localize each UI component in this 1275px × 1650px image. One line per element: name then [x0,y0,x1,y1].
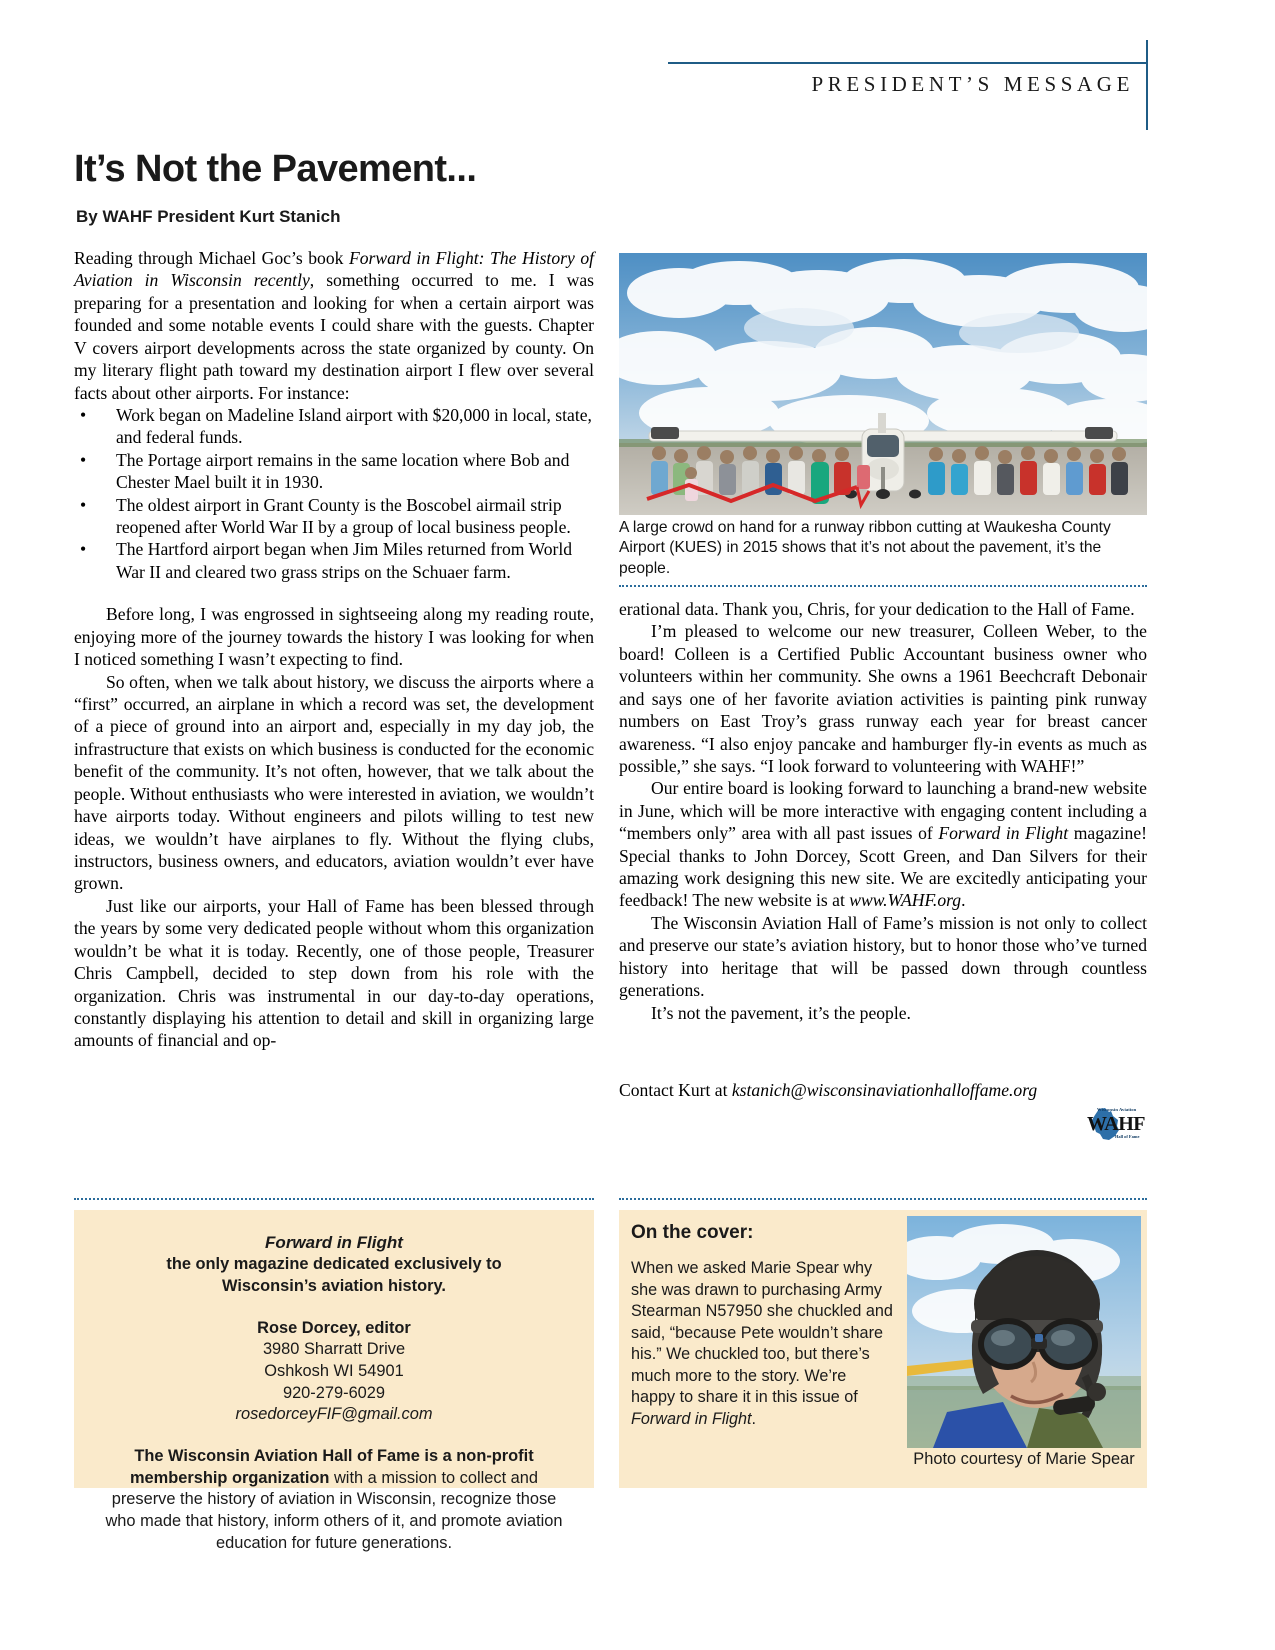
on-the-cover-text: When we asked Marie Spear why she was drawn to purchasing Army Stearman N57950 she chuckled and said, “because Pete wouldn’t share his.” We chuckled too, but there’s much more to the story. We’re happy to share it in this issue of Forward in Flight. [631,1259,893,1428]
right-paragraph-2: I’m pleased to welcome our new treasurer, Colleen Weber, to the board! Colleen is a Certified Public Accountant business owner who volunteers within her community. She owns a 1961 Beechcraft Debonair and says one of her favorite aviation activities is painting pink runway numbers on East Troy’s grass runway each year for breast cancer awareness. “I also enjoy pancake and hamburger fly-in events as much as possible,” she says. “I look forward to volunteering with WAHF!” [619,621,1147,776]
bullet-icon: • [80,539,87,560]
left-paragraph-4: Just like our airports, your Hall of Fame has been blessed through the years by some very dedicated people without whom this organization wouldn’t be what it is today. Recently, one of those people, Treasurer Chris Campbell, decided to step down from his role with the organization. Chris was instrumental in our day-to-day operations, constantly displaying his attention to detail and skill in organizing large amounts of financial and op- [74,895,594,1051]
cover-pilot-photo-image [907,1216,1141,1448]
contact-line: Contact Kurt at kstanich@wisconsinaviationhalloffame.org [619,1080,1038,1100]
fif-subtitle-line2: Wisconsin’s aviation history. [222,1277,446,1296]
right-paragraph-5: It’s not the pavement, it’s the people. [651,1002,911,1023]
right-paragraph-4: The Wisconsin Aviation Hall of Fame’s mission is not only to collect and preserve our state’s aviation history, but to honor those who’ve turned history into heritage that will be passed down through countless generations. [619,912,1147,1001]
cover-pilot-photo [907,1216,1141,1448]
list-item-text: The Portage airport remains in the same location where Bob and Chester Mael built it in 1930. [116,449,570,493]
list-item [74,538,594,583]
cover-photo-credit: Photo courtesy of Marie Spear [913,1450,1135,1468]
fif-address: 3980 Sharratt Drive [262,1340,406,1359]
forward-in-flight-box [74,1210,594,1552]
spacer [74,583,594,603]
divider-right-top [619,585,1147,587]
fif-mission-statement [100,1446,568,1554]
left-column [74,247,594,1052]
wahf-top-text: Wisconsin Aviation [1097,1107,1137,1112]
fif-city-state-zip: Oshkosh WI 54901 [264,1362,404,1381]
list-item-text: Work began on Madeline Island airport with $20,000 in local, state, and federal funds. [116,404,592,448]
wahf-sub-text: Hall of Fame [1115,1134,1140,1139]
section-label: PRESIDENT’S MESSAGE [811,72,1134,96]
list-item-text: The oldest airport in Grant County is the Boscobel airmail strip reopened after World War II by a group of local business people. [116,494,571,538]
bullet-icon: • [80,404,87,425]
fif-title: Forward in Flight [265,1233,403,1252]
fif-editor: Rose Dorcey, editor [257,1318,411,1337]
spacer [100,1298,568,1318]
list-item [74,494,594,539]
right-column [619,598,1147,1024]
list-item [74,449,594,494]
on-the-cover-box [619,1210,1147,1488]
list-item [74,404,594,449]
airport-facts-list [74,404,594,583]
fif-mission-bold: The Wisconsin Aviation Hall of Fame is a non-profit membership organization [129,1447,534,1487]
page-title: It’s Not the Pavement... [74,148,477,190]
divider-bottom-right [619,1198,1147,1200]
wahf-logo [1073,1107,1147,1143]
header-horizontal-rule [668,62,1148,64]
fif-mission-rest: with a mission to collect and preserve the history of aviation in Wisconsin, recognize those who made that history, inform others of it, and promote aviation education for future generations. [105,1468,563,1552]
header-vertical-rule [1146,40,1148,130]
bullet-icon: • [80,449,87,470]
right-paragraph-1: erational data. Thank you, Chris, for your dedication to the Hall of Fame. [619,599,1135,619]
left-paragraph-2: Before long, I was engrossed in sightseeing along my reading route, enjoying more of the journey towards the history I was looking for when I noticed something I wasn’t expecting to find. [74,604,594,670]
left-paragraph-3: So often, when we talk about history, we discuss the airports where a “first” occurred, an airplane in which a record was set, the development of a piece of ground into an airport and, especially in my day job, the infrastructure that exists on which business is conducted for the economic benefit of the community. It’s not often, however, that we talk about the people. Without enthusiasts who were interested in aviation, we wouldn’t have airports today. Without engineers and pilots willing to test new ideas, we wouldn’t have airplanes to fly. Without the flying clubs, instructors, business owners, and educators, aviation wouldn’t ever have grown. [74,671,594,894]
on-the-cover-heading: On the cover: [631,1222,754,1243]
list-item-text: The Hartford airport began when Jim Miles returned from World War II and cleared two grass strips on the Schuaer farm. [116,539,573,582]
fif-email[interactable]: rosedorceyFIF@gmail.com [235,1405,433,1424]
byline: By WAHF President Kurt Stanich [76,207,341,226]
photo-caption: A large crowd on hand for a runway ribbon cutting at Waukesha County Airport (KUES) in 2015 shows that it’s not about the pavement, it’s the people. [619,519,1111,577]
fif-phone: 920-279-6029 [282,1383,386,1402]
fif-subtitle-line1: the only magazine dedicated exclusively to [166,1255,502,1274]
wahf-main-text: WAHF [1087,1113,1145,1135]
page-header [668,62,1148,122]
ribbon-cutting-photo-image [619,253,1147,515]
right-paragraph-3: Our entire board is looking forward to launching a brand-new website in June, which will be more interactive with engaging content including a “members only” area with all past issues of Forward in Flight magazine! Special thanks to John Dorcey, Scott Green, and Dan Silvers for their amazing work designing this new site. We are excitedly anticipating your feedback! The new website is at www.WAHF.org. [619,778,1147,911]
left-paragraph-1: Reading through Michael Goc’s book Forward in Flight: The History of Aviation in Wisconsin recently, something occurred to me. I was preparing for a presentation and looking for when a certain airport was founded and some notable events I could share with the guests. Chapter V covers airport developments across the state organized by county. On my literary flight path toward my destination airport I flew over several facts about other airports. For instance: [74,248,595,403]
divider-bottom-left [74,1198,594,1200]
bullet-icon: • [80,494,87,515]
ribbon-cutting-photo [619,253,1147,515]
